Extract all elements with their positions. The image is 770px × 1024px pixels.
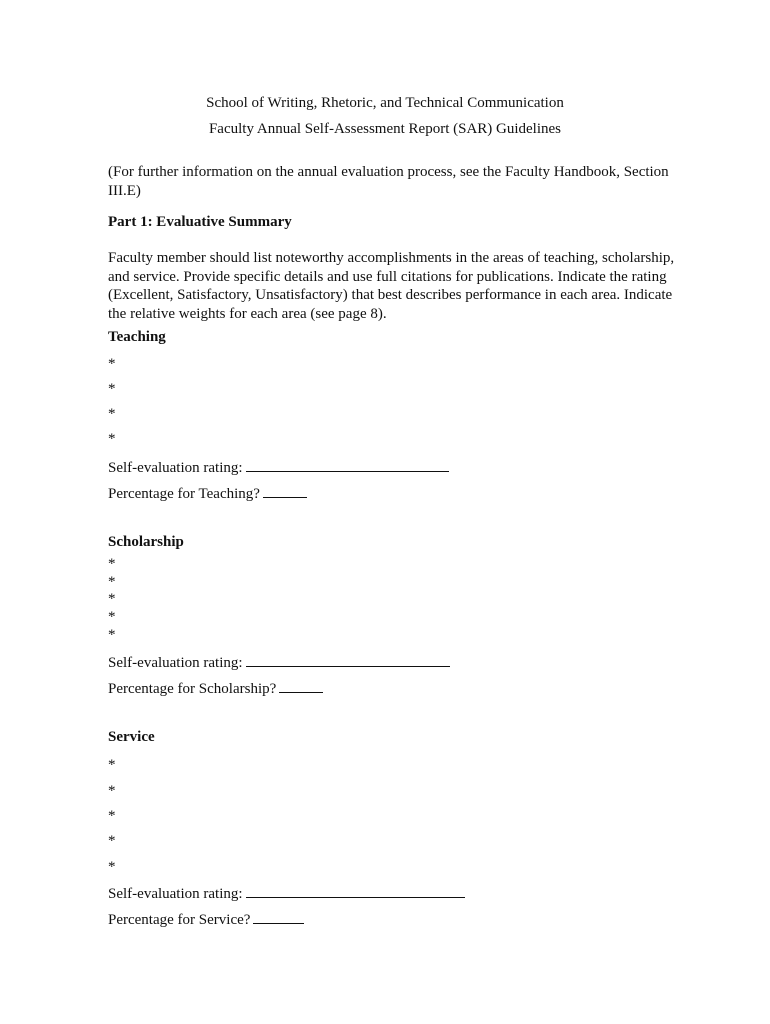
service-percentage-field[interactable] [253,909,304,924]
service-bullet[interactable]: * [108,783,116,799]
teaching-percentage-row [108,483,307,503]
scholarship-rating-field[interactable] [246,652,450,667]
teaching-rating-row [108,457,449,477]
intro-note: (For further information on the annual evaluation process, see the Faculty Handbook, Section III.E) [108,164,669,199]
document-subtitle: Faculty Annual Self-Assessment Report (SAR) Guidelines [208,121,562,137]
scholarship-percentage-field[interactable] [279,678,323,693]
scholarship-bullet[interactable]: * [108,591,116,607]
teaching-percentage-field[interactable] [263,483,307,498]
scholarship-percentage-label: Percentage for Scholarship? [108,681,277,697]
scholarship-bullet[interactable]: * [108,609,116,625]
service-bullet[interactable]: * [108,757,116,773]
service-bullet[interactable]: * [108,833,116,849]
part1-heading: Part 1: Evaluative Summary [108,214,292,230]
part1-instructions: Faculty member should list noteworthy accomplishments in the areas of teaching, scholarship, and service. Provide specific details and use full citations for publications. Indicate the rating (Excellent, Satisfactory, Unsatisfactory) that best describes performance in each area. Indicate the relative weights for each area (see page 8). [108,250,675,322]
teaching-bullet[interactable]: * [108,356,116,372]
teaching-bullet[interactable]: * [108,431,116,447]
scholarship-bullet[interactable]: * [108,627,116,643]
service-rating-label: Self-evaluation rating: [108,886,243,902]
service-bullet[interactable]: * [108,808,116,824]
service-heading: Service [108,729,155,745]
scholarship-bullet[interactable]: * [108,556,116,572]
teaching-rating-field[interactable] [246,457,449,472]
teaching-rating-label: Self-evaluation rating: [108,460,243,476]
service-bullet[interactable]: * [108,859,116,875]
scholarship-bullet[interactable]: * [108,574,116,590]
service-percentage-label: Percentage for Service? [108,912,251,928]
scholarship-rating-label: Self-evaluation rating: [108,655,243,671]
service-percentage-row [108,909,304,929]
scholarship-percentage-row [108,678,323,698]
scholarship-rating-row [108,652,450,672]
service-rating-field[interactable] [246,883,465,898]
teaching-percentage-label: Percentage for Teaching? [108,486,260,502]
teaching-bullet[interactable]: * [108,381,116,397]
service-rating-row [108,883,465,903]
teaching-heading: Teaching [108,329,166,345]
scholarship-heading: Scholarship [108,534,184,550]
teaching-bullet[interactable]: * [108,406,116,422]
document-title: School of Writing, Rhetoric, and Technical Communication [206,95,564,111]
